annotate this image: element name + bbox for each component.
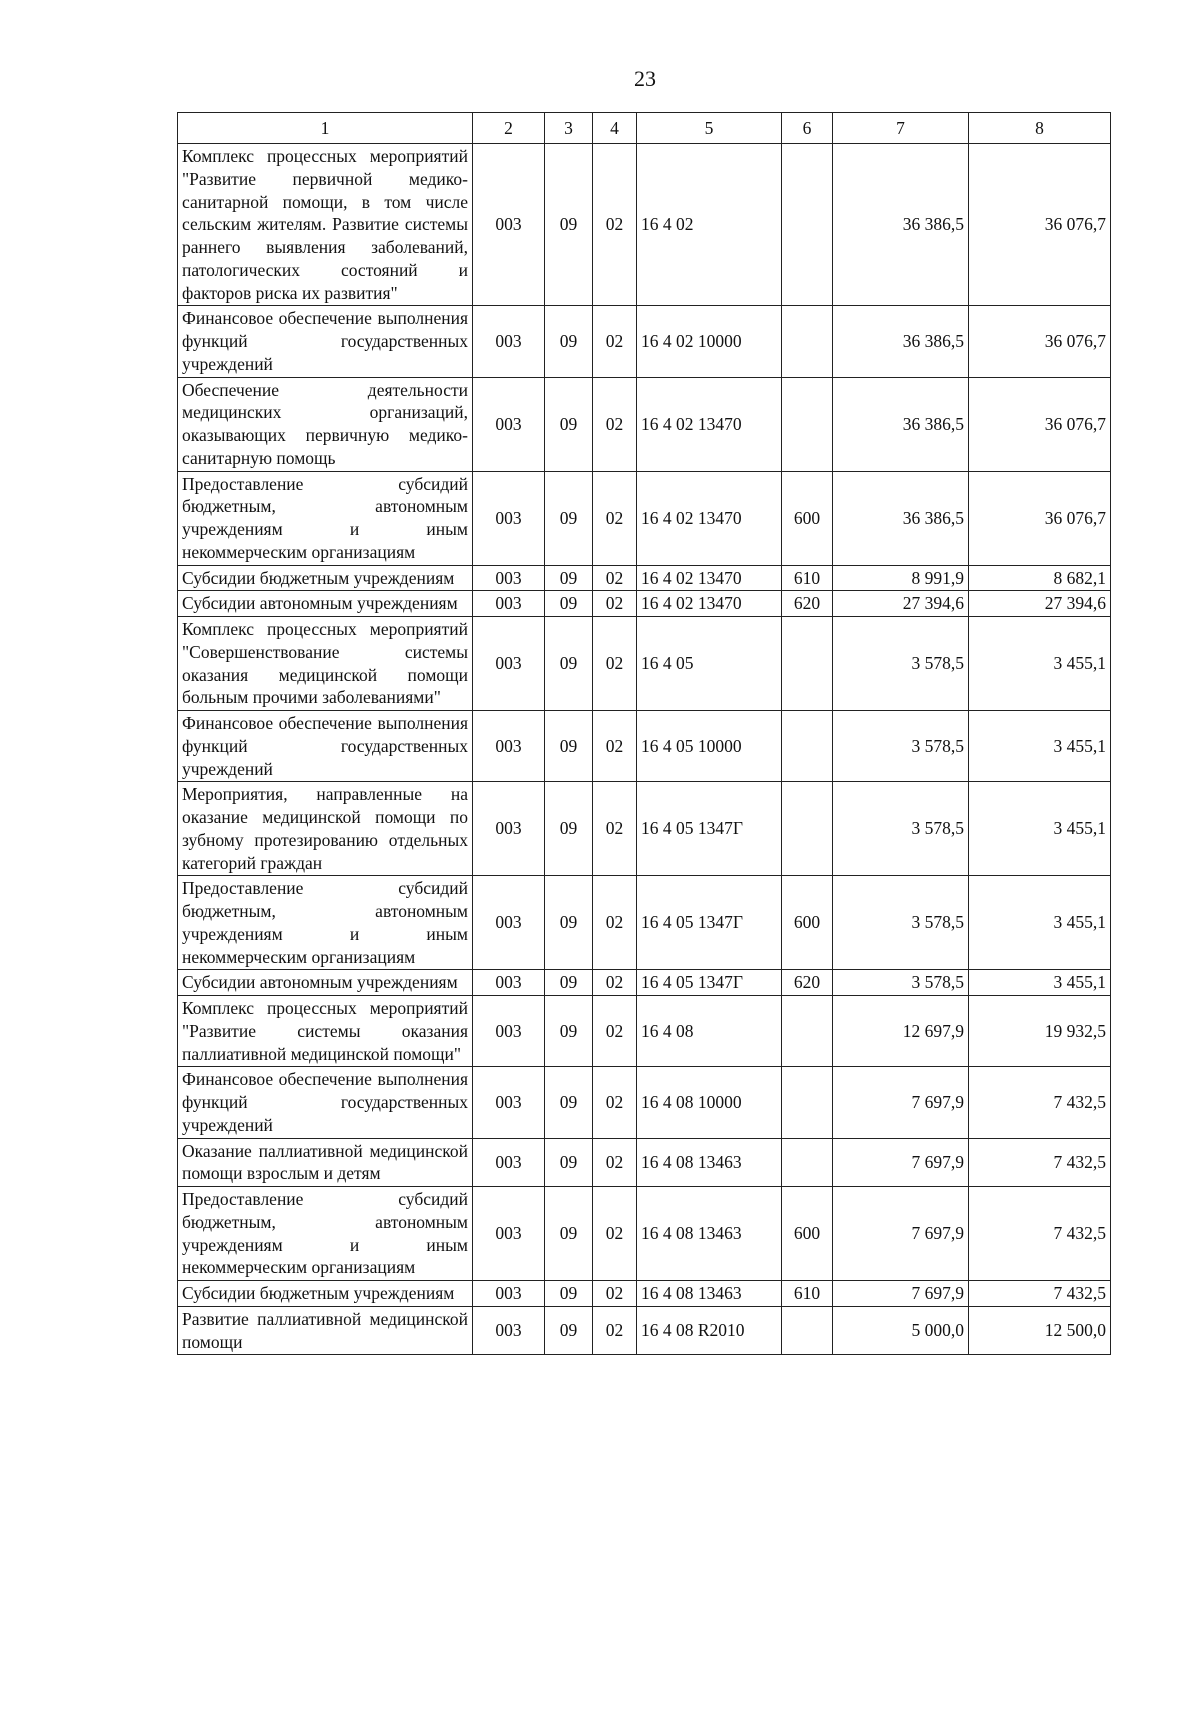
expense-type-cell (782, 377, 833, 471)
row-name-cell: Финансовое обеспечение выполнения функций государственных учреждений (178, 1067, 473, 1138)
amount-year-1-cell: 36 386,5 (833, 471, 969, 565)
ministry-code-cell: 003 (473, 996, 545, 1067)
amount-year-2-cell: 7 432,5 (969, 1187, 1111, 1281)
ministry-code-cell: 003 (473, 782, 545, 876)
amount-year-1-cell: 7 697,9 (833, 1187, 969, 1281)
target-article-cell: 16 4 02 13470 (637, 471, 782, 565)
ministry-code-cell: 003 (473, 1281, 545, 1307)
amount-year-2-cell: 36 076,7 (969, 144, 1111, 306)
header-cell: 8 (969, 113, 1111, 144)
amount-year-1-cell: 36 386,5 (833, 377, 969, 471)
table-row (178, 876, 1111, 970)
amount-year-1-cell: 3 578,5 (833, 970, 969, 996)
table-row (178, 970, 1111, 996)
ministry-code-cell: 003 (473, 970, 545, 996)
section-code-cell: 09 (545, 1187, 593, 1281)
section-code-cell: 09 (545, 471, 593, 565)
amount-year-2-cell: 3 455,1 (969, 617, 1111, 711)
row-name-cell: Комплекс процессных мероприятий "Совершенствование системы оказания медицинской помощи больным прочими заболеваниями" (178, 617, 473, 711)
row-name-cell: Развитие паллиативной медицинской помощи (178, 1306, 473, 1355)
row-name-cell: Комплекс процессных мероприятий "Развитие системы оказания паллиативной медицинской помощи" (178, 996, 473, 1067)
header-cell: 3 (545, 113, 593, 144)
section-code-cell: 09 (545, 144, 593, 306)
page-number: 23 (634, 66, 656, 91)
expense-type-cell: 620 (782, 591, 833, 617)
expense-type-cell (782, 1138, 833, 1187)
amount-year-1-cell: 36 386,5 (833, 306, 969, 377)
row-name-cell: Предоставление субсидий бюджетным, автономным учреждениям и иным некоммерческим организациям (178, 1187, 473, 1281)
target-article-cell: 16 4 05 1347Г (637, 876, 782, 970)
row-name-cell: Субсидии бюджетным учреждениям (178, 565, 473, 591)
row-name-cell: Субсидии автономным учреждениям (178, 591, 473, 617)
amount-year-1-cell: 3 578,5 (833, 782, 969, 876)
table-row (178, 782, 1111, 876)
header-row (178, 113, 1111, 144)
header-cell: 1 (178, 113, 473, 144)
expense-type-cell (782, 1067, 833, 1138)
subsection-code-cell: 02 (593, 1306, 637, 1355)
amount-year-2-cell: 3 455,1 (969, 876, 1111, 970)
subsection-code-cell: 02 (593, 876, 637, 970)
subsection-code-cell: 02 (593, 1138, 637, 1187)
table-body (178, 144, 1111, 1355)
target-article-cell: 16 4 05 (637, 617, 782, 711)
subsection-code-cell: 02 (593, 1067, 637, 1138)
amount-year-2-cell: 19 932,5 (969, 996, 1111, 1067)
table-header (178, 113, 1111, 144)
subsection-code-cell: 02 (593, 471, 637, 565)
expense-type-cell (782, 306, 833, 377)
row-name-cell: Оказание паллиативной медицинской помощи взрослым и детям (178, 1138, 473, 1187)
target-article-cell: 16 4 08 13463 (637, 1281, 782, 1307)
amount-year-2-cell: 3 455,1 (969, 711, 1111, 782)
header-cell: 4 (593, 113, 637, 144)
target-article-cell: 16 4 05 1347Г (637, 970, 782, 996)
amount-year-2-cell: 12 500,0 (969, 1306, 1111, 1355)
expense-type-cell (782, 1306, 833, 1355)
header-cell: 2 (473, 113, 545, 144)
target-article-cell: 16 4 08 13463 (637, 1138, 782, 1187)
row-name-cell: Обеспечение деятельности медицинских организаций, оказывающих первичную медико-санитарную помощь (178, 377, 473, 471)
amount-year-1-cell: 27 394,6 (833, 591, 969, 617)
amount-year-2-cell: 36 076,7 (969, 471, 1111, 565)
subsection-code-cell: 02 (593, 711, 637, 782)
table-row (178, 1187, 1111, 1281)
ministry-code-cell: 003 (473, 1187, 545, 1281)
table-row (178, 471, 1111, 565)
expense-type-cell (782, 996, 833, 1067)
section-code-cell: 09 (545, 565, 593, 591)
target-article-cell: 16 4 02 10000 (637, 306, 782, 377)
amount-year-1-cell: 7 697,9 (833, 1138, 969, 1187)
ministry-code-cell: 003 (473, 1067, 545, 1138)
expense-type-cell: 600 (782, 471, 833, 565)
target-article-cell: 16 4 02 (637, 144, 782, 306)
subsection-code-cell: 02 (593, 565, 637, 591)
target-article-cell: 16 4 02 13470 (637, 565, 782, 591)
section-code-cell: 09 (545, 377, 593, 471)
amount-year-2-cell: 36 076,7 (969, 377, 1111, 471)
table-row (178, 565, 1111, 591)
target-article-cell: 16 4 08 R2010 (637, 1306, 782, 1355)
table-row (178, 306, 1111, 377)
target-article-cell: 16 4 05 10000 (637, 711, 782, 782)
ministry-code-cell: 003 (473, 471, 545, 565)
section-code-cell: 09 (545, 782, 593, 876)
target-article-cell: 16 4 02 13470 (637, 591, 782, 617)
amount-year-2-cell: 3 455,1 (969, 970, 1111, 996)
ministry-code-cell: 003 (473, 306, 545, 377)
amount-year-1-cell: 3 578,5 (833, 876, 969, 970)
section-code-cell: 09 (545, 1138, 593, 1187)
amount-year-2-cell: 7 432,5 (969, 1067, 1111, 1138)
section-code-cell: 09 (545, 306, 593, 377)
section-code-cell: 09 (545, 1281, 593, 1307)
ministry-code-cell: 003 (473, 1306, 545, 1355)
row-name-cell: Субсидии автономным учреждениям (178, 970, 473, 996)
ministry-code-cell: 003 (473, 144, 545, 306)
ministry-code-cell: 003 (473, 1138, 545, 1187)
expense-type-cell: 610 (782, 1281, 833, 1307)
table-row (178, 617, 1111, 711)
amount-year-1-cell: 7 697,9 (833, 1281, 969, 1307)
row-name-cell: Финансовое обеспечение выполнения функций государственных учреждений (178, 711, 473, 782)
subsection-code-cell: 02 (593, 591, 637, 617)
row-name-cell: Мероприятия, направленные на оказание медицинской помощи по зубному протезированию отдельных категорий граждан (178, 782, 473, 876)
section-code-cell: 09 (545, 996, 593, 1067)
table-row (178, 377, 1111, 471)
amount-year-2-cell: 3 455,1 (969, 782, 1111, 876)
target-article-cell: 16 4 05 1347Г (637, 782, 782, 876)
table-row (178, 1138, 1111, 1187)
row-name-cell: Предоставление субсидий бюджетным, автономным учреждениям и иным некоммерческим организациям (178, 876, 473, 970)
ministry-code-cell: 003 (473, 711, 545, 782)
section-code-cell: 09 (545, 591, 593, 617)
amount-year-2-cell: 7 432,5 (969, 1138, 1111, 1187)
header-cell: 5 (637, 113, 782, 144)
expense-type-cell: 610 (782, 565, 833, 591)
subsection-code-cell: 02 (593, 306, 637, 377)
row-name-cell: Финансовое обеспечение выполнения функций государственных учреждений (178, 306, 473, 377)
expense-type-cell (782, 617, 833, 711)
subsection-code-cell: 02 (593, 144, 637, 306)
subsection-code-cell: 02 (593, 1281, 637, 1307)
amount-year-1-cell: 12 697,9 (833, 996, 969, 1067)
section-code-cell: 09 (545, 970, 593, 996)
target-article-cell: 16 4 08 10000 (637, 1067, 782, 1138)
amount-year-1-cell: 5 000,0 (833, 1306, 969, 1355)
subsection-code-cell: 02 (593, 996, 637, 1067)
subsection-code-cell: 02 (593, 782, 637, 876)
target-article-cell: 16 4 08 13463 (637, 1187, 782, 1281)
table-row (178, 711, 1111, 782)
row-name-cell: Комплекс процессных мероприятий "Развитие первичной медико-санитарной помощи, в том числе сельским жителям. Развитие системы раннего выявления заболеваний, патологических состояний и факторов риска их развития" (178, 144, 473, 306)
table-row (178, 1281, 1111, 1307)
subsection-code-cell: 02 (593, 1187, 637, 1281)
amount-year-2-cell: 7 432,5 (969, 1281, 1111, 1307)
target-article-cell: 16 4 08 (637, 996, 782, 1067)
header-cell: 6 (782, 113, 833, 144)
subsection-code-cell: 02 (593, 970, 637, 996)
header-cell: 7 (833, 113, 969, 144)
table-row (178, 591, 1111, 617)
amount-year-2-cell: 8 682,1 (969, 565, 1111, 591)
ministry-code-cell: 003 (473, 876, 545, 970)
row-name-cell: Субсидии бюджетным учреждениям (178, 1281, 473, 1307)
ministry-code-cell: 003 (473, 565, 545, 591)
expense-type-cell: 600 (782, 1187, 833, 1281)
target-article-cell: 16 4 02 13470 (637, 377, 782, 471)
ministry-code-cell: 003 (473, 591, 545, 617)
section-code-cell: 09 (545, 1067, 593, 1138)
section-code-cell: 09 (545, 1306, 593, 1355)
table-row (178, 144, 1111, 306)
ministry-code-cell: 003 (473, 617, 545, 711)
amount-year-2-cell: 36 076,7 (969, 306, 1111, 377)
expense-type-cell (782, 144, 833, 306)
amount-year-1-cell: 36 386,5 (833, 144, 969, 306)
table-row (178, 1306, 1111, 1355)
table-row (178, 1067, 1111, 1138)
section-code-cell: 09 (545, 617, 593, 711)
amount-year-1-cell: 7 697,9 (833, 1067, 969, 1138)
subsection-code-cell: 02 (593, 377, 637, 471)
budget-table (177, 112, 1111, 1355)
section-code-cell: 09 (545, 711, 593, 782)
amount-year-1-cell: 3 578,5 (833, 617, 969, 711)
expense-type-cell: 600 (782, 876, 833, 970)
ministry-code-cell: 003 (473, 377, 545, 471)
amount-year-1-cell: 3 578,5 (833, 711, 969, 782)
table-row (178, 996, 1111, 1067)
expense-type-cell (782, 782, 833, 876)
expense-type-cell: 620 (782, 970, 833, 996)
amount-year-1-cell: 8 991,9 (833, 565, 969, 591)
row-name-cell: Предоставление субсидий бюджетным, автономным учреждениям и иным некоммерческим организациям (178, 471, 473, 565)
expense-type-cell (782, 711, 833, 782)
subsection-code-cell: 02 (593, 617, 637, 711)
section-code-cell: 09 (545, 876, 593, 970)
amount-year-2-cell: 27 394,6 (969, 591, 1111, 617)
